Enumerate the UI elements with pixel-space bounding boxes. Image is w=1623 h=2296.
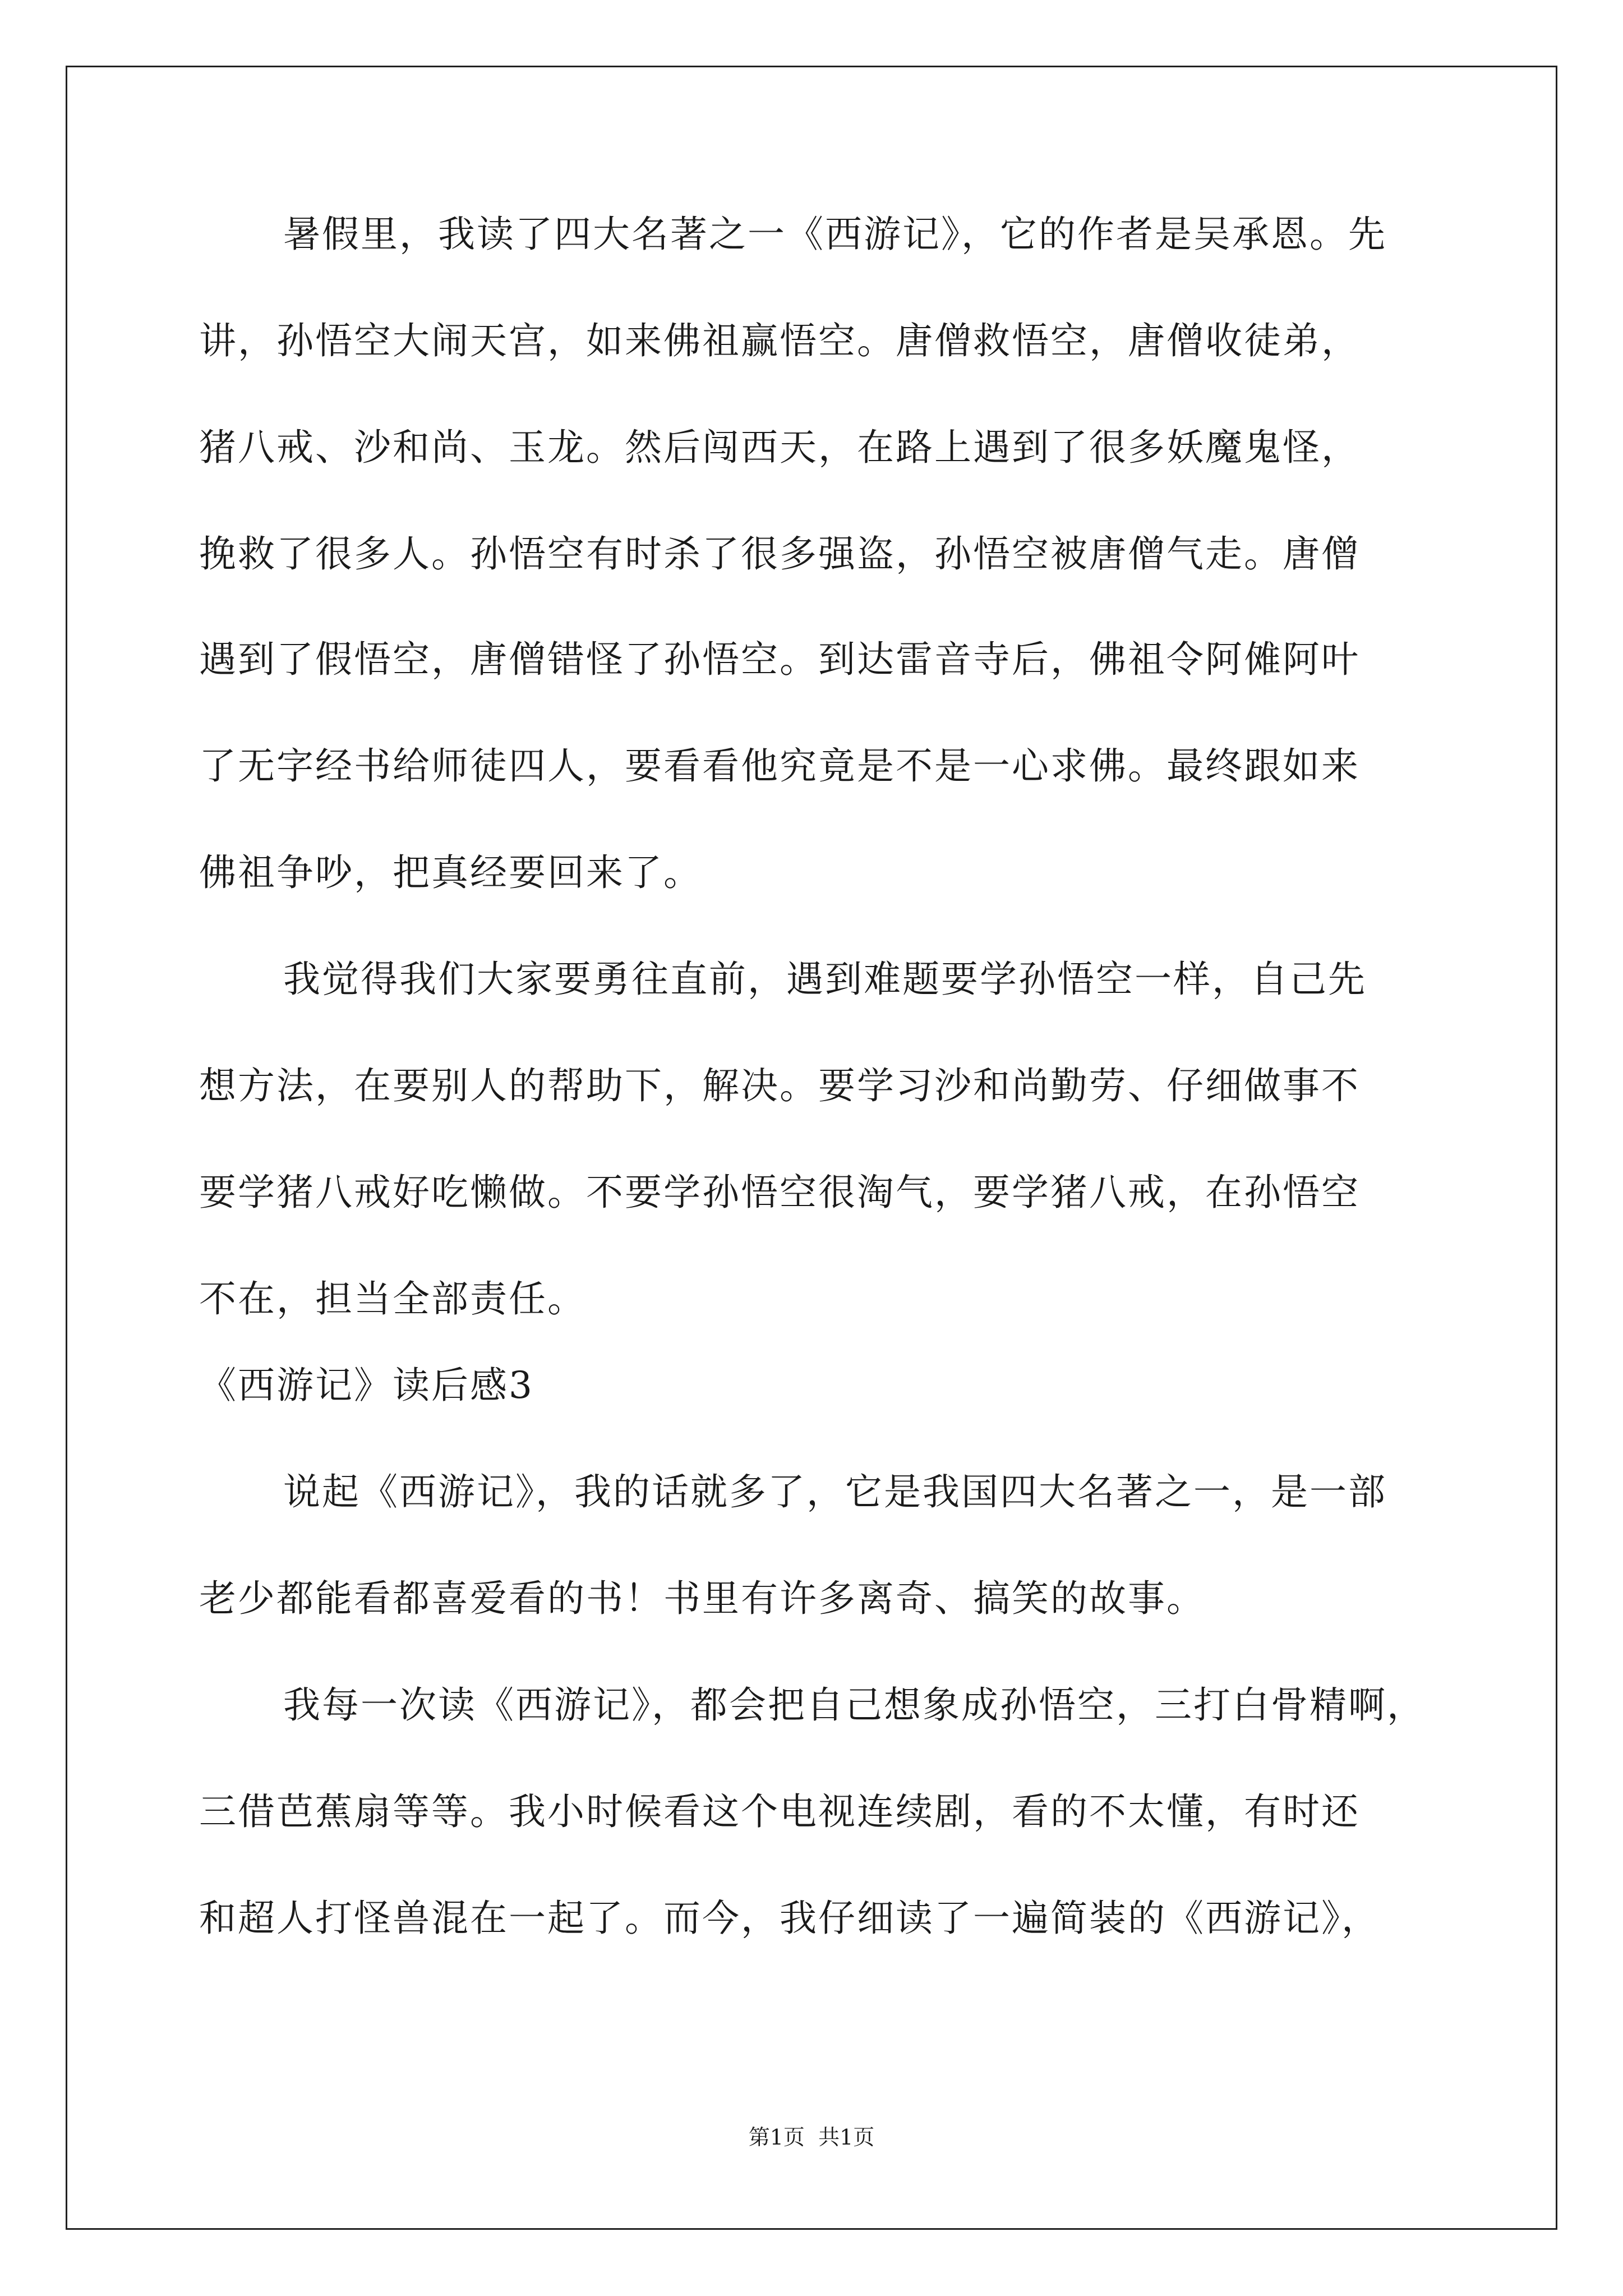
paragraph-line: 讲，孙悟空大闹天宫，如来佛祖赢悟空。唐僧救悟空，唐僧收徒弟， <box>199 319 1360 362</box>
paragraph-line: 暑假里，我读了四大名著之一《西游记》，它的作者是吴承恩。先 <box>283 213 1387 256</box>
paragraph-line: 遇到了假悟空，唐僧错怪了孙悟空。到达雷音寺后，佛祖令阿傩阿叶 <box>199 638 1360 681</box>
paragraph-line: 佛祖争吵，把真经要回来了。 <box>199 851 702 894</box>
paragraph-line: 三借芭蕉扇等等。我小时候看这个电视连续剧，看的不太懂，有时还 <box>199 1790 1360 1833</box>
paragraph-line: 我觉得我们大家要勇往直前，遇到难题要学孙悟空一样，自己先 <box>283 958 1367 1001</box>
section-heading: 《西游记》读后感3 <box>199 1364 534 1407</box>
paragraph-line: 我每一次读《西游记》，都会把自己想象成孙悟空，三打白骨精啊， <box>283 1683 1426 1727</box>
paragraph-line: 老少都能看都喜爱看的书！书里有许多离奇、搞笑的故事。 <box>199 1577 1205 1620</box>
paragraph-line: 说起《西游记》，我的话就多了，它是我国四大名著之一，是一部 <box>283 1470 1387 1513</box>
page-number: 第1页 共1页 <box>748 2125 875 2150</box>
paragraph-line: 要学猪八戒好吃懒做。不要学孙悟空很淘气，要学猪八戒，在孙悟空 <box>199 1171 1360 1214</box>
paragraph-line: 了无字经书给师徒四人，要看看他究竟是不是一心求佛。最终跟如来 <box>199 744 1360 788</box>
paragraph-line: 和超人打怪兽混在一起了。而今，我仔细读了一遍简装的《西游记》， <box>199 1897 1380 1940</box>
paragraph-line: 挽救了很多人。孙悟空有时杀了很多强盗，孙悟空被唐僧气走。唐僧 <box>199 532 1360 576</box>
paragraph-line: 想方法，在要别人的帮助下，解决。要学习沙和尚勤劳、仔细做事不 <box>199 1064 1360 1107</box>
paragraph-line: 猪八戒、沙和尚、玉龙。然后闯西天，在路上遇到了很多妖魔鬼怪， <box>199 426 1360 469</box>
paragraph-line: 不在，担当全部责任。 <box>199 1277 586 1320</box>
